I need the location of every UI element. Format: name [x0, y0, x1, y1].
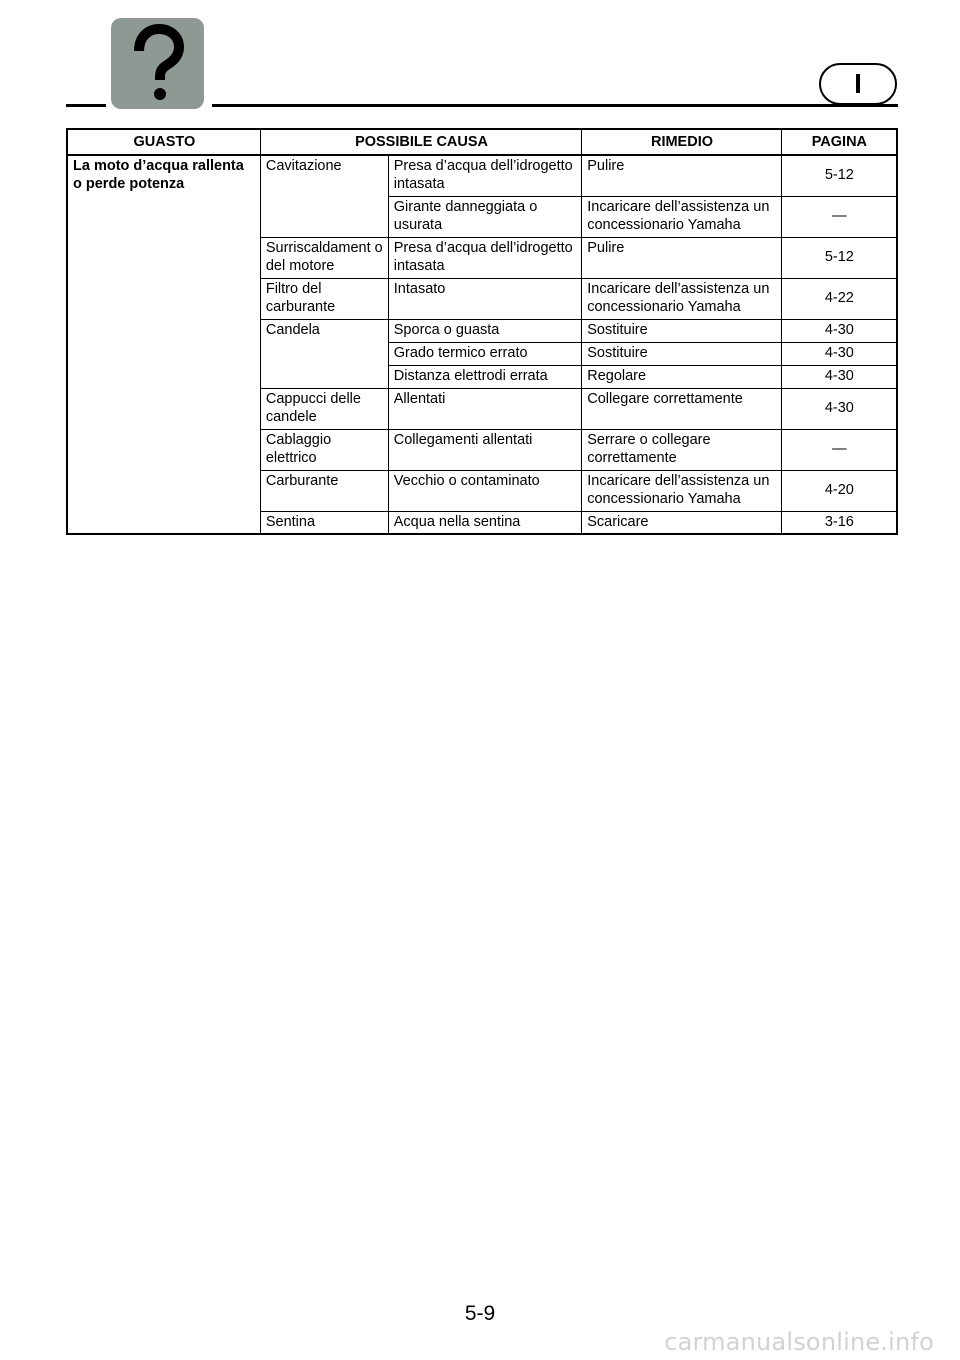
remedy-cell: Sostituire: [582, 319, 782, 342]
detail-cell: Sporca o guasta: [388, 319, 581, 342]
remedy-cell: Scaricare: [582, 511, 782, 534]
detail-cell: Allentati: [388, 388, 581, 429]
language-badge: I: [819, 63, 897, 105]
watermark: carmanualsonline.info: [664, 1328, 934, 1356]
cause-cell: Carburante: [260, 470, 388, 511]
page-cell: 3-16: [781, 511, 897, 534]
cause-cell: Filtro del carburante: [260, 278, 388, 319]
troubleshooting-table: [66, 128, 898, 535]
page-cell: 4-30: [781, 388, 897, 429]
page-cell: —: [781, 196, 897, 237]
remedy-cell: Incaricare dell’assistenza un concessionario Yamaha: [582, 196, 782, 237]
page-cell: 4-30: [781, 319, 897, 342]
header-rule-left: [66, 104, 106, 107]
remedy-cell: Serrare o collegare correttamente: [582, 429, 782, 470]
page-cell: 5-12: [781, 237, 897, 278]
page-number: 5-9: [464, 1302, 496, 1325]
page-cell: 4-20: [781, 470, 897, 511]
page-cell: 4-30: [781, 342, 897, 365]
remedy-cell: Pulire: [582, 155, 782, 196]
remedy-cell: Collegare correttamente: [582, 388, 782, 429]
detail-cell: Grado termico errato: [388, 342, 581, 365]
question-mark-icon: [111, 18, 204, 109]
cause-cell: Cavitazione: [260, 155, 388, 237]
table-header-row: [67, 129, 897, 155]
detail-cell: Presa d’acqua dell’idrogetto intasata: [388, 237, 581, 278]
remedy-cell: Pulire: [582, 237, 782, 278]
remedy-cell: Sostituire: [582, 342, 782, 365]
page-cell: 4-30: [781, 365, 897, 388]
header-rule-right: [212, 104, 898, 107]
detail-cell: Distanza elettrodi errata: [388, 365, 581, 388]
column-header-guasto: GUASTO: [67, 129, 260, 155]
column-header-rimedio: RIMEDIO: [582, 129, 782, 155]
page-cell: 5-12: [781, 155, 897, 196]
detail-cell: Collegamenti allentati: [388, 429, 581, 470]
detail-cell: Intasato: [388, 278, 581, 319]
detail-cell: Presa d’acqua dell’idrogetto intasata: [388, 155, 581, 196]
remedy-cell: Incaricare dell’assistenza un concessionario Yamaha: [582, 278, 782, 319]
remedy-cell: Incaricare dell’assistenza un concessionario Yamaha: [582, 470, 782, 511]
cause-cell: Surriscaldament o del motore: [260, 237, 388, 278]
detail-cell: Girante danneggiata o usurata: [388, 196, 581, 237]
cause-cell: Cappucci delle candele: [260, 388, 388, 429]
detail-cell: Vecchio o contaminato: [388, 470, 581, 511]
cause-cell: Sentina: [260, 511, 388, 534]
cause-cell: Cablaggio elettrico: [260, 429, 388, 470]
fault-description: La moto d’acqua rallenta o perde potenza: [67, 155, 260, 534]
remedy-cell: Regolare: [582, 365, 782, 388]
table-row: [67, 155, 897, 196]
column-header-pagina: PAGINA: [781, 129, 897, 155]
cause-cell: Candela: [260, 319, 388, 388]
detail-cell: Acqua nella sentina: [388, 511, 581, 534]
page-cell: 4-22: [781, 278, 897, 319]
column-header-possibile-causa: POSSIBILE CAUSA: [260, 129, 581, 155]
page-cell: —: [781, 429, 897, 470]
